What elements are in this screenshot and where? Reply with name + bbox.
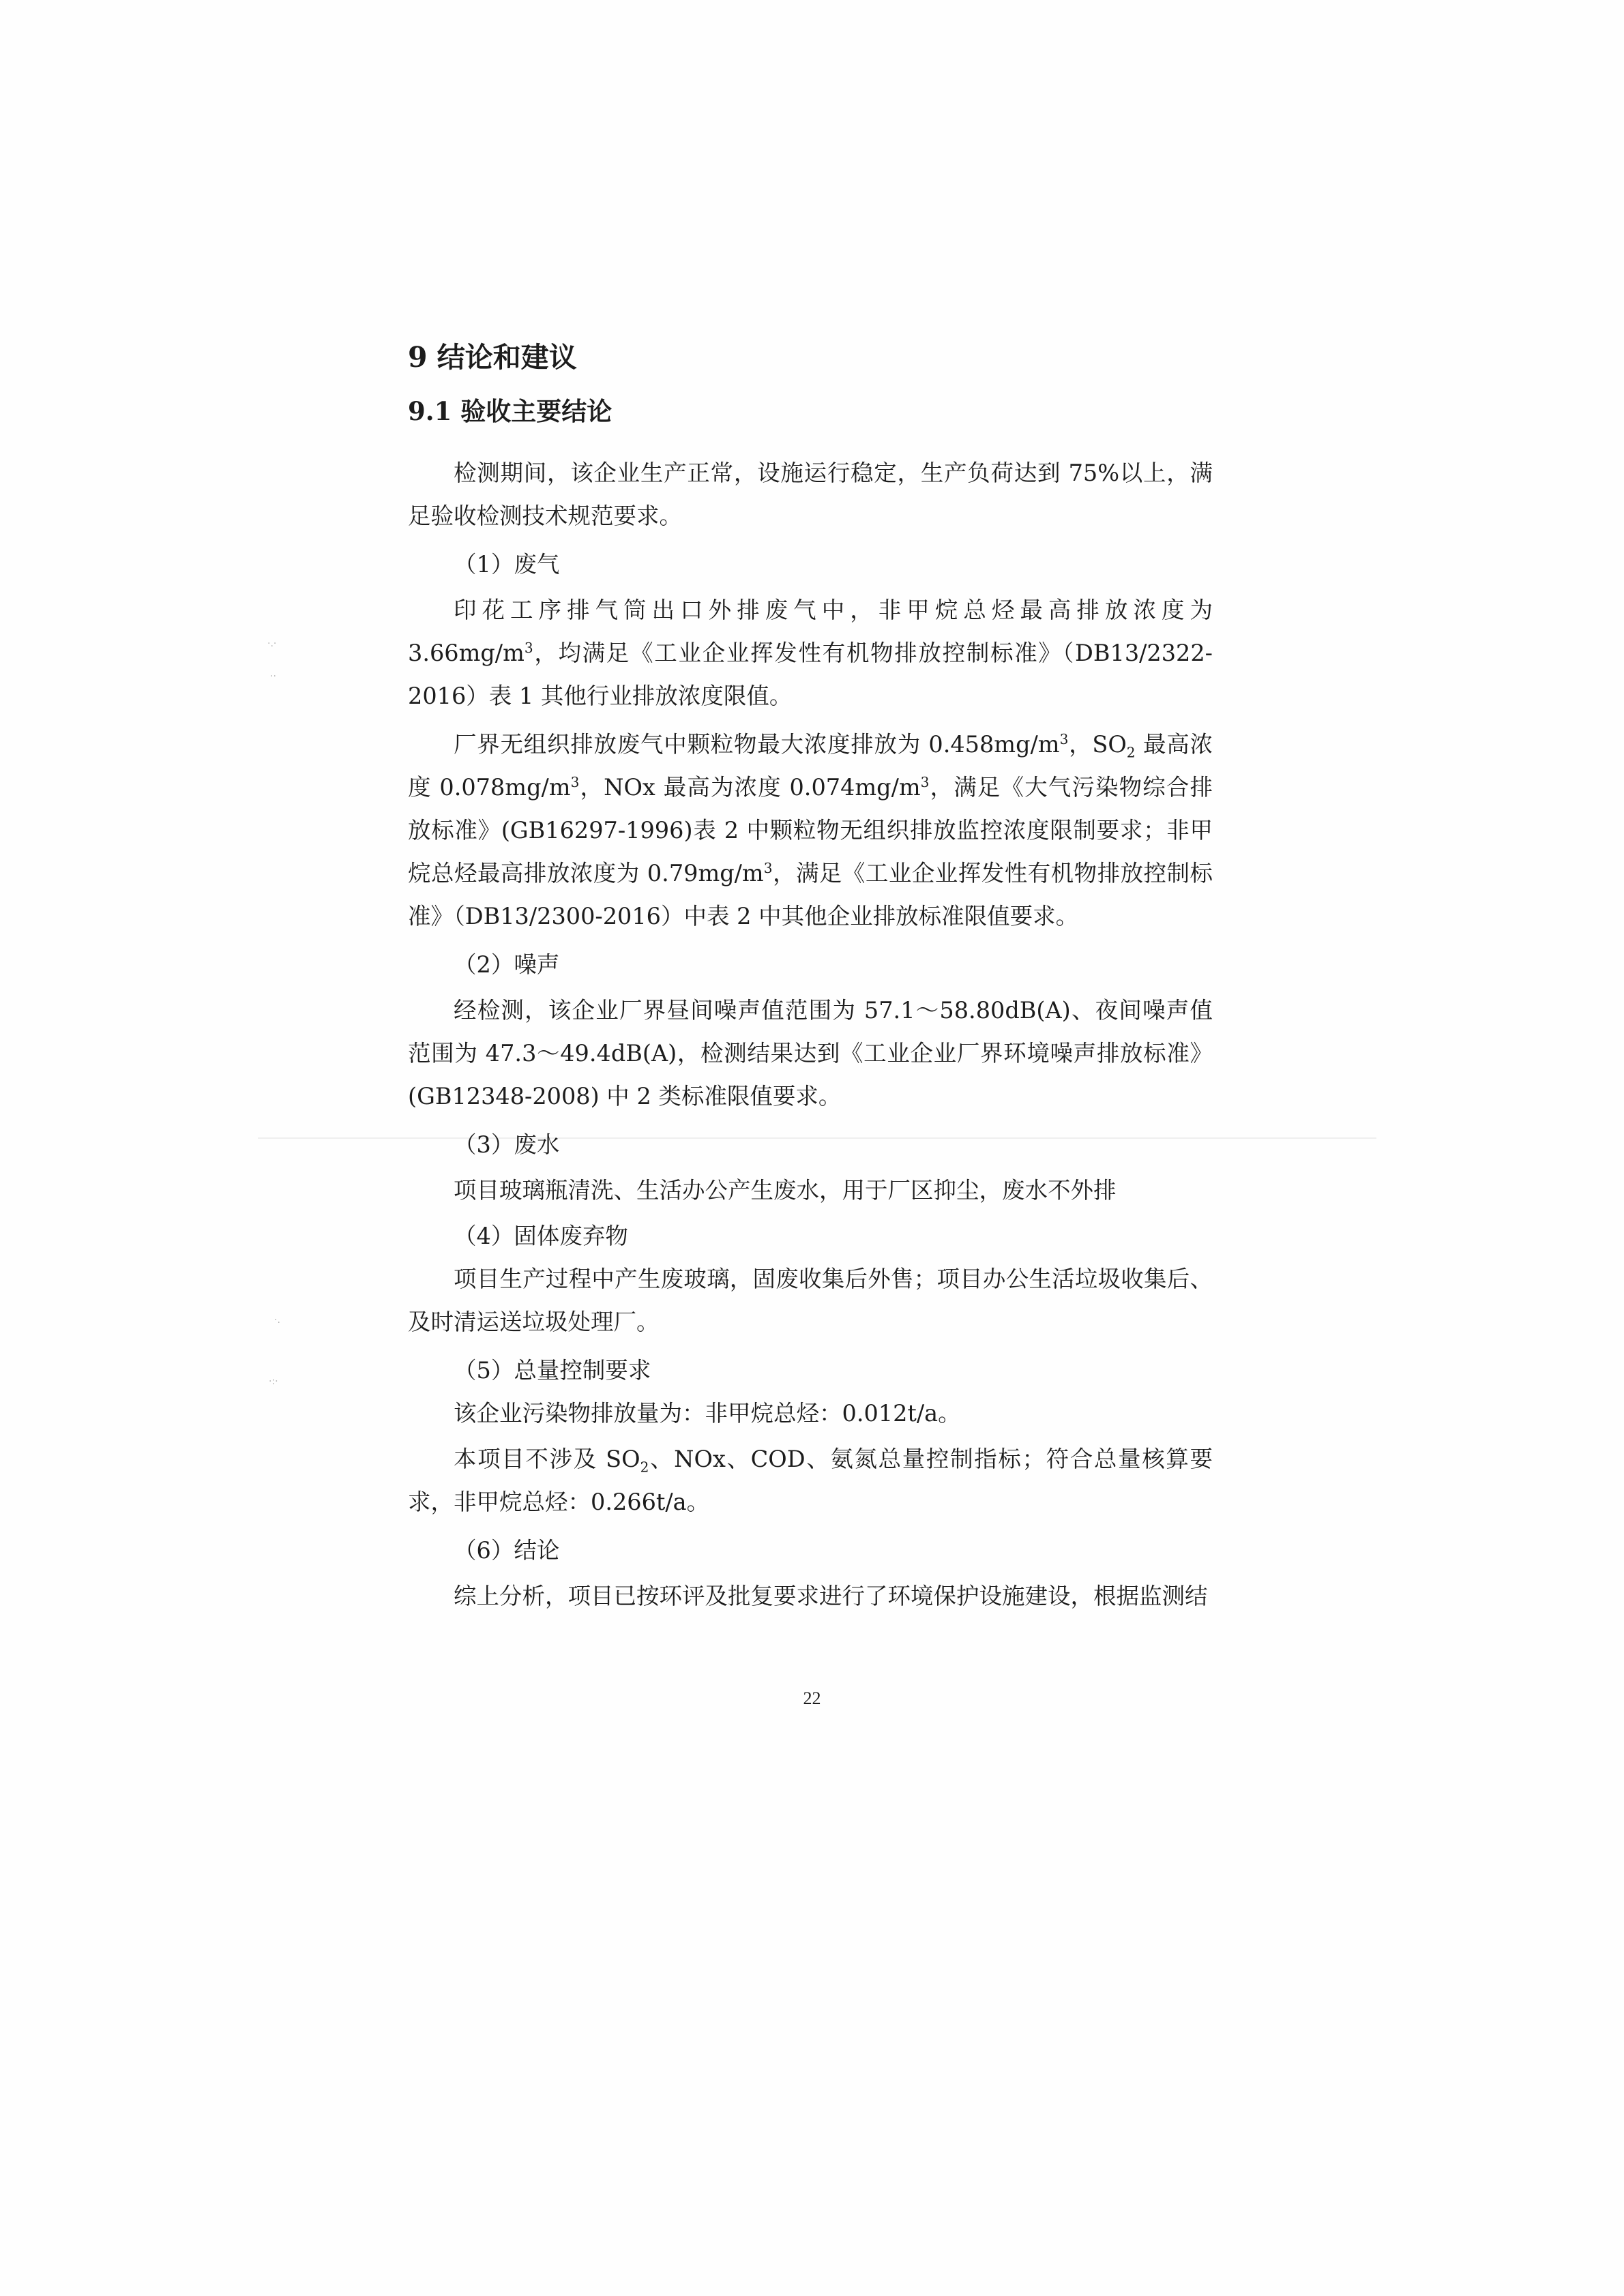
exhaust-gas-paragraph-2: 厂界无组织排放废气中颗粒物最大浓度排放为 $0.458mg/m^3$，$SO_2$ 最高浓度 $0.078mg/m^3$，NOx 最高为浓度 $0.074mg/m^3$，满足《大气污染物综合排放标准》(GB16297-1996)表 2 中颗粒物无组织排放监控浓度限制要求；非甲烷总烃最高排放浓度为 $0.79mg/m^3$，满足《工业企业挥发性有机物排放控制标准》（DB13/2300-2016）中表 2 中其他企业排放标准限值要求。: [408, 730, 1213, 929]
total-control-paragraph-2: 本项目不涉及 $SO_2$、NOx、COD、氨氮总量控制指标；符合总量核算要求，非甲烷总烃：0.266t/a。: [408, 1446, 1213, 1515]
section-heading: 9.1 验收主要结论: [408, 396, 612, 426]
scan-artifact-mark: ·.: [274, 1315, 280, 1326]
wastewater-paragraph: 项目玻璃瓶清洗、生活办公产生废水，用于厂区抑尘，废水不外排: [454, 1177, 1117, 1204]
subsection-title-solid-waste: （4）固体废弃物: [454, 1223, 628, 1249]
subsection-title-wastewater: （3）废水: [454, 1131, 560, 1158]
total-control-paragraph-1: 该企业污染物排放量为：非甲烷总烃：0.012t/a。: [454, 1400, 961, 1427]
scan-artifact-mark: ·.·: [267, 638, 277, 649]
solid-waste-paragraph: 项目生产过程中产生废玻璃，固废收集后外售；项目办公生活垃圾收集后、及时清运送垃圾处理厂。: [408, 1266, 1213, 1335]
intro-paragraph: 检测期间，该企业生产正常，设施运行稳定，生产负荷达到 75%以上，满足验收检测技术规范要求。: [408, 460, 1213, 529]
exhaust-gas-paragraph-1: 印花工序排气筒出口外排废气中，非甲烷总烃最高排放浓度为 $3.66mg/m^3$，均满足《工业企业挥发性有机物排放控制标准》（DB13/2322-2016）表 1 其他行业排放浓度限值。: [408, 597, 1213, 709]
subsection-title-noise: （2）噪声: [454, 951, 560, 978]
conclusion-paragraph: 综上分析，项目已按环评及批复要求进行了环境保护设施建设，根据监测结: [454, 1583, 1208, 1609]
page-number: 22: [803, 1688, 821, 1708]
noise-paragraph: 经检测，该企业厂界昼间噪声值范围为 57.1～58.80dB(A)、夜间噪声值范围为 47.3～49.4dB(A)，检测结果达到《工业企业厂界环境噪声排放标准》(GB12348-2008) 中 2 类标准限值要求。: [408, 997, 1213, 1109]
chapter-heading: 9 结论和建议: [408, 341, 577, 374]
subsection-title-conclusion: （6）结论: [454, 1537, 560, 1564]
subsection-title-total-control: （5）总量控制要求: [454, 1357, 651, 1384]
subsection-title-exhaust-gas: （1）废气: [454, 551, 560, 578]
scan-artifact-mark: ·:·: [269, 1376, 278, 1387]
page-content: [408, 326, 1213, 1617]
scan-artifact-mark: ··: [270, 671, 276, 682]
